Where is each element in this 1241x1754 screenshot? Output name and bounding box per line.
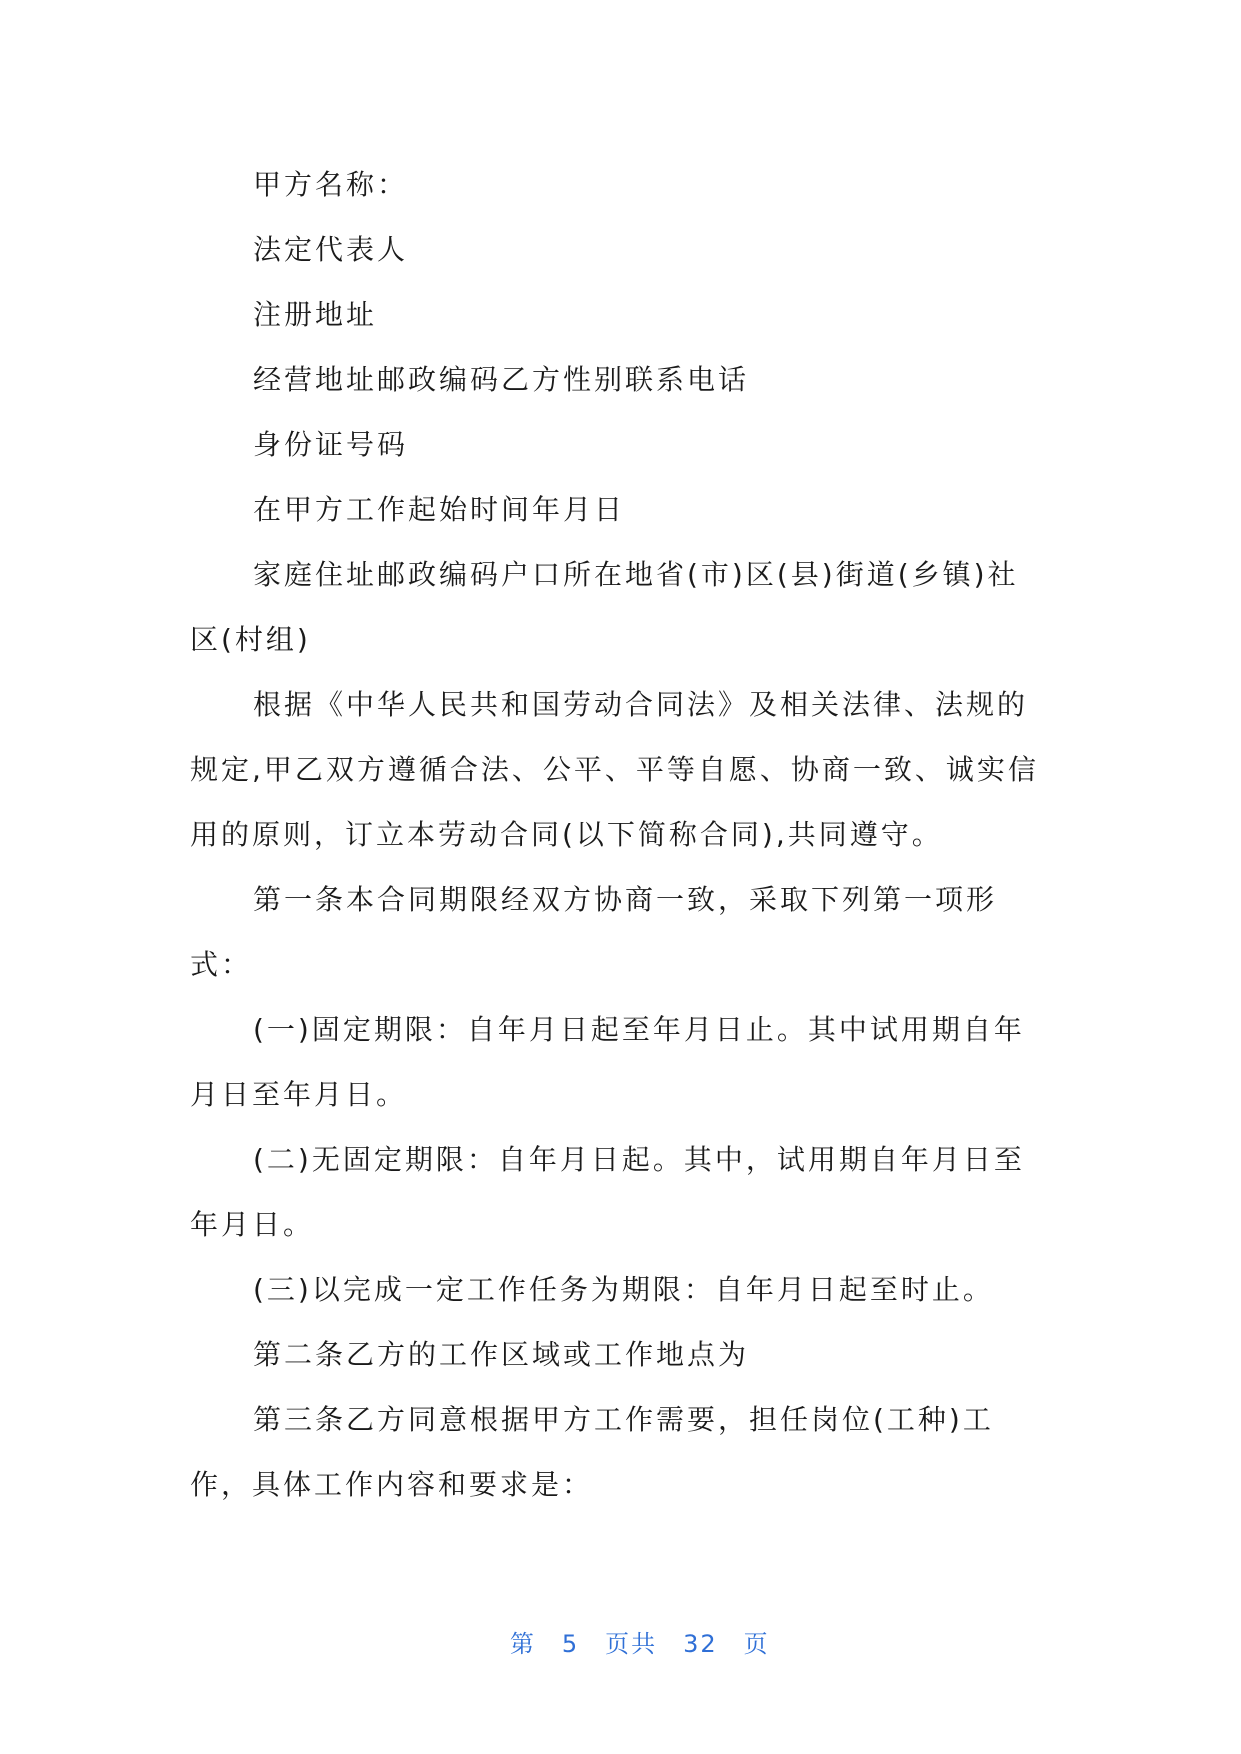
preamble-line-2: 规定,甲乙双方遵循合法、公平、平等自愿、协商一致、诚实信 xyxy=(190,753,1039,786)
article-3-line-2: 作，具体工作内容和要求是： xyxy=(190,1468,594,1501)
document-body xyxy=(190,152,1050,1517)
id-number-line: 身份证号码 xyxy=(253,428,409,461)
start-date-line: 在甲方工作起始时间年月日 xyxy=(253,493,626,526)
article-2-line: 第二条乙方的工作区域或工作地点为 xyxy=(253,1338,750,1371)
legal-representative-line: 法定代表人 xyxy=(253,233,409,266)
party-a-name-line: 甲方名称： xyxy=(253,168,409,201)
preamble-line-1: 根据《中华人民共和国劳动合同法》及相关法律、法规的 xyxy=(253,688,1029,721)
home-address-line-cont: 区(村组) xyxy=(190,623,311,656)
footer-suffix: 页 xyxy=(743,1630,770,1658)
task-term-line: (三)以完成一定工作任务为期限：自年月日起至时止。 xyxy=(253,1273,994,1306)
article-3-line-1: 第三条乙方同意根据甲方工作需要，担任岗位(工种)工 xyxy=(253,1403,994,1436)
total-page-count: 32 xyxy=(683,1630,718,1658)
article-1-line-2: 式： xyxy=(190,948,253,981)
article-1-line-1: 第一条本合同期限经双方协商一致，采取下列第一项形 xyxy=(253,883,998,916)
current-page-number: 5 xyxy=(561,1630,580,1658)
footer-middle: 页共 xyxy=(605,1630,658,1658)
fixed-term-line-2: 月日至年月日。 xyxy=(190,1078,408,1111)
footer-prefix: 第 xyxy=(509,1630,536,1658)
fixed-term-line-1: (一)固定期限：自年月日起至年月日止。其中试用期自年 xyxy=(253,1013,1025,1046)
preamble-line-3: 用的原则，订立本劳动合同(以下简称合同),共同遵守。 xyxy=(190,818,943,851)
business-address-line: 经营地址邮政编码乙方性别联系电话 xyxy=(253,363,750,396)
home-address-line: 家庭住址邮政编码户口所在地省(市)区(县)街道(乡镇)社 xyxy=(253,558,1019,591)
open-term-line-2: 年月日。 xyxy=(190,1208,315,1241)
registered-address-line: 注册地址 xyxy=(253,298,378,331)
open-term-line-1: (二)无固定期限：自年月日起。其中，试用期自年月日至 xyxy=(253,1143,1025,1176)
page-footer xyxy=(0,1596,1241,1687)
